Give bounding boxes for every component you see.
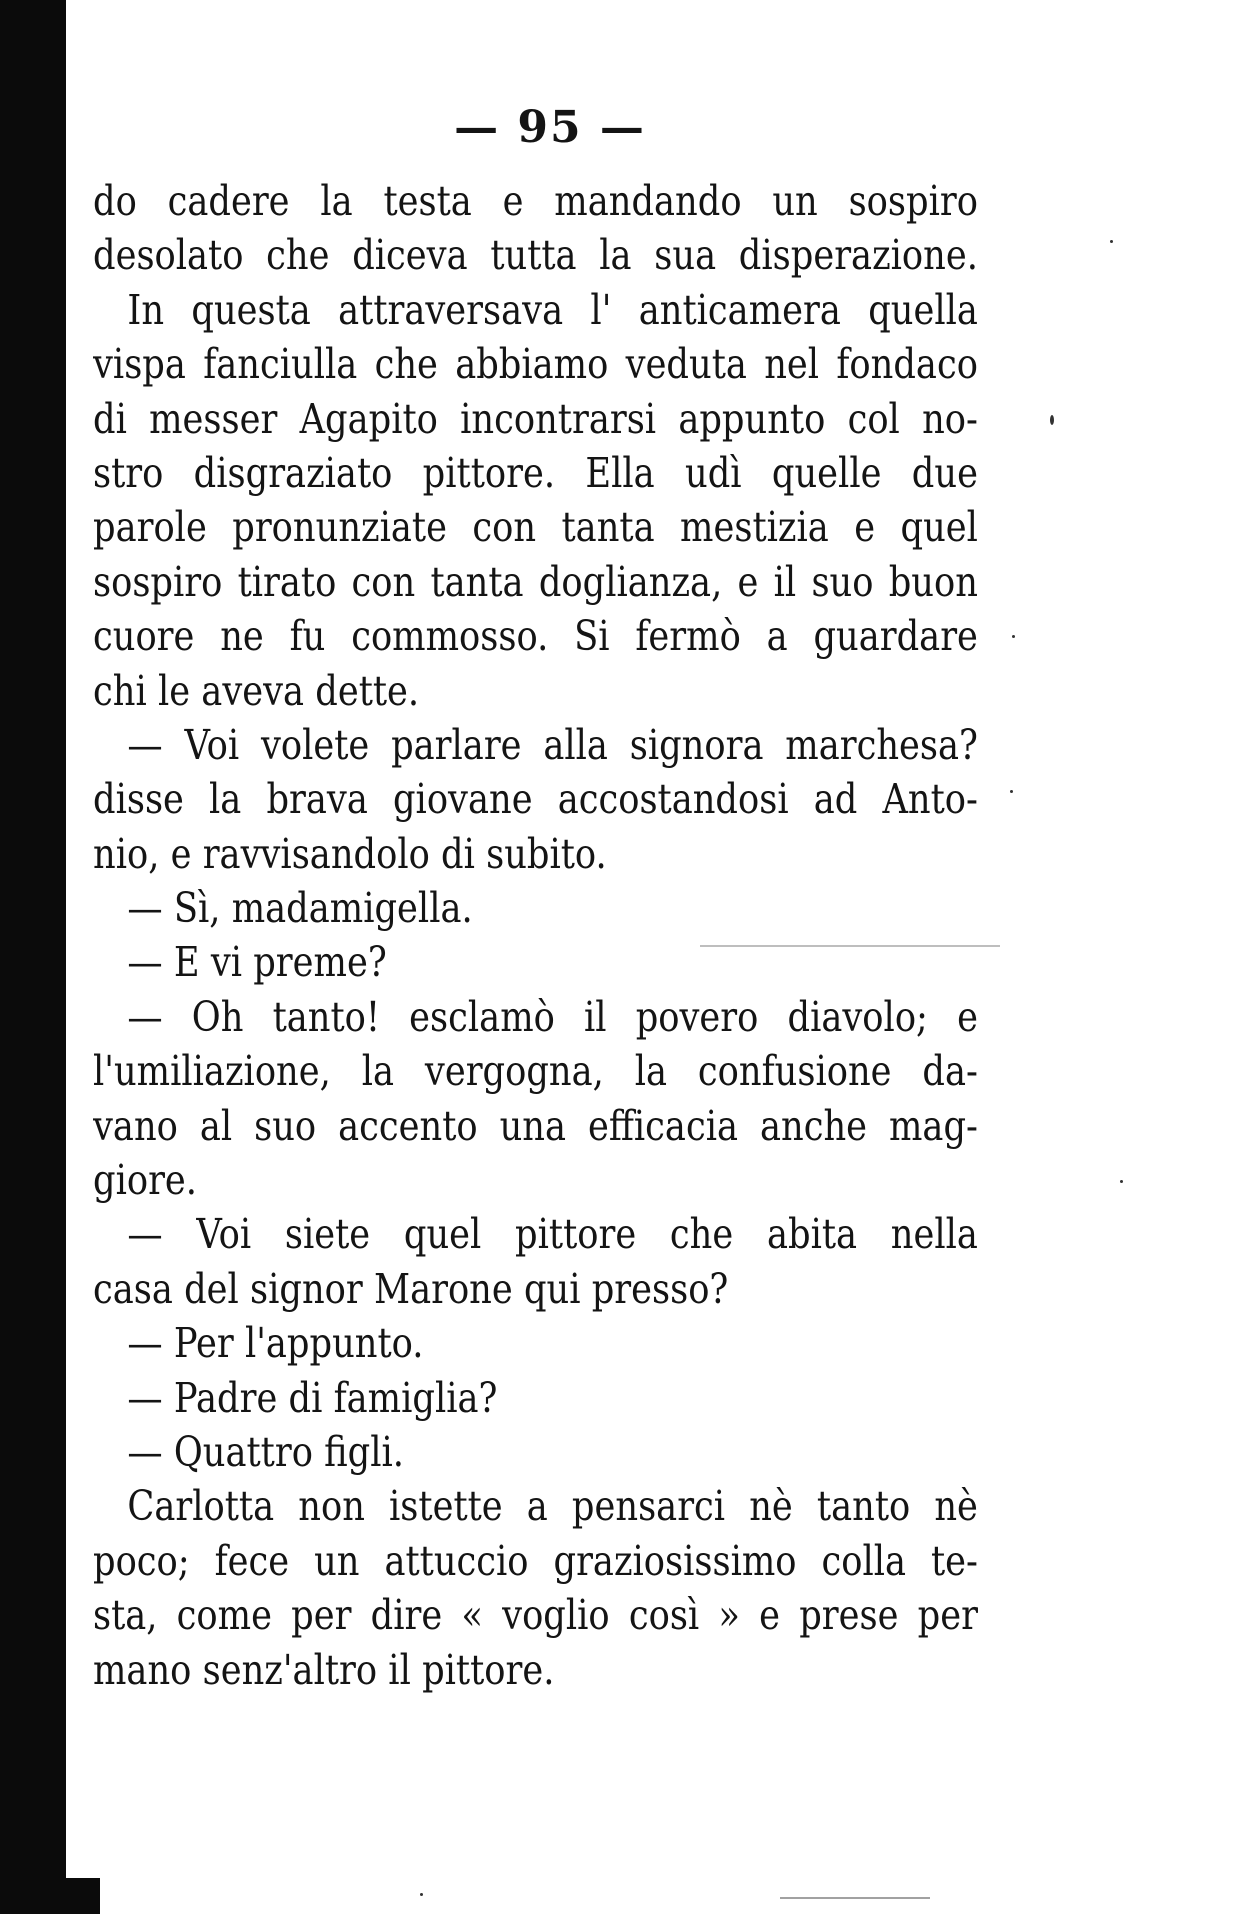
text-line: disse la brava giovane accostandosi ad Anto- <box>93 775 978 824</box>
text-line: mano senz'altro il pittore. <box>93 1645 555 1694</box>
text-line: giore. <box>93 1156 198 1205</box>
scan-artifact-line <box>780 1897 930 1899</box>
text-line: — Quattro figli. <box>127 1427 404 1476</box>
text-line: — Per l'appunto. <box>127 1319 424 1368</box>
body-text <box>93 174 978 1697</box>
text-line: di messer Agapito incontrarsi appunto col no- <box>93 394 978 443</box>
scan-artifact-line <box>700 945 1000 947</box>
scan-speck <box>420 1893 423 1896</box>
page-number: — 95 — <box>454 102 646 153</box>
text-line: Carlotta non istette a pensarci nè tanto nè <box>127 1482 978 1531</box>
text-line: vano al suo accento una efficacia anche mag- <box>93 1101 978 1150</box>
text-line: — Oh tanto! esclamò il povero diavolo; e <box>127 992 978 1041</box>
text-line: stro disgraziato pittore. Ella udì quelle due <box>93 448 978 497</box>
text-line: sta, come per dire « voglio così » e prese per <box>93 1591 978 1640</box>
text-line: casa del signor Marone qui presso? <box>93 1264 729 1313</box>
book-binding-shadow-foot <box>40 1878 100 1914</box>
scan-speck <box>1120 1180 1123 1183</box>
text-line: In questa attraversava l' anticamera quella <box>127 285 978 334</box>
text-line: — Sì, madamigella. <box>127 884 473 933</box>
text-line: — Padre di famiglia? <box>127 1373 498 1422</box>
text-line: cuore ne fu commosso. Si fermò a guardare <box>93 612 978 661</box>
text-line: — E vi preme? <box>127 938 387 987</box>
scan-speck <box>1012 635 1015 638</box>
text-line: chi le aveva dette. <box>93 666 420 715</box>
text-line: l'umiliazione, la vergogna, la confusione da- <box>93 1047 978 1096</box>
text-line: desolato che diceva tutta la sua disperazione. <box>93 231 978 280</box>
text-line: vispa fanciulla che abbiamo veduta nel fondaco <box>93 340 978 389</box>
text-line: — Voi siete quel pittore che abita nella <box>127 1210 978 1259</box>
scan-speck <box>1010 790 1013 793</box>
text-line: nio, e ravvisandolo di subito. <box>93 829 607 878</box>
text-line: poco; fece un attuccio graziosissimo colla te- <box>93 1536 978 1585</box>
text-line: — Voi volete parlare alla signora marchesa? <box>127 720 978 769</box>
text-line: do cadere la testa e mandando un sospiro <box>93 177 978 225</box>
scan-speck <box>1050 415 1054 425</box>
text-line: parole pronunziate con tanta mestizia e quel <box>93 503 978 552</box>
scan-speck <box>1110 240 1113 243</box>
book-binding-shadow <box>0 0 66 1914</box>
text-line: sospiro tirato con tanta doglianza, e il suo buon <box>93 557 978 606</box>
